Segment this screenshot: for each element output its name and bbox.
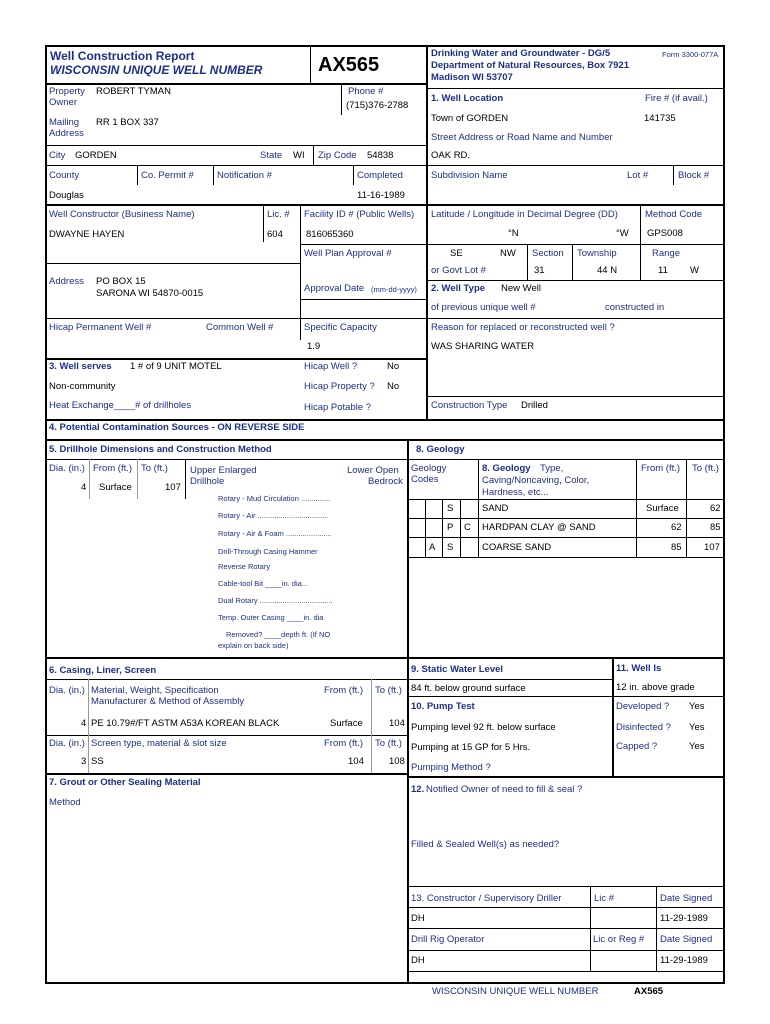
geology-from: Surface bbox=[646, 503, 679, 514]
geology-code: S bbox=[447, 542, 454, 553]
disinfected-value: Yes bbox=[689, 722, 705, 733]
hicap-well-label: Hicap Well ? bbox=[304, 361, 358, 372]
geology-codes-label-1: Geology bbox=[411, 463, 447, 474]
long-unit: °W bbox=[616, 228, 629, 239]
well-location-title: 1. Well Location bbox=[431, 93, 504, 104]
geology-description: SAND bbox=[482, 503, 509, 514]
casing-from-label: From (ft.) bbox=[324, 685, 364, 696]
contamination-title: 4. Potential Contamination Sources - ON REVERSE SIDE bbox=[49, 422, 305, 433]
common-well-label: Common Well # bbox=[206, 322, 274, 333]
grout-method-label: Method bbox=[49, 797, 81, 808]
subdivision-label: Subdivision Name bbox=[431, 170, 508, 181]
county: Douglas bbox=[49, 190, 84, 201]
owner-label: Owner bbox=[49, 97, 77, 108]
geology-type-label-1: 8. Geology bbox=[482, 463, 531, 474]
geology-code: C bbox=[464, 522, 471, 533]
zip-label: Zip Code bbox=[318, 150, 357, 161]
mailing-address-label: Address bbox=[49, 128, 84, 139]
casing-to-label: To (ft.) bbox=[375, 685, 402, 696]
casing-col-sep bbox=[88, 679, 89, 773]
screen-from: 104 bbox=[348, 756, 364, 767]
grout-title: 7. Grout or Other Sealing Material bbox=[49, 777, 201, 788]
construction-type-label: Construction Type bbox=[431, 400, 508, 411]
previous-well-label: of previous unique well # bbox=[431, 302, 536, 313]
well-number: AX565 bbox=[318, 54, 380, 76]
driller-date: 11-29-1989 bbox=[660, 913, 708, 924]
owner-phone: (715)376-2788 bbox=[346, 100, 409, 111]
owner-zip: 54838 bbox=[367, 150, 394, 161]
rig-operator-signature: DH bbox=[411, 955, 425, 966]
county-label: County bbox=[49, 170, 80, 181]
driller-lic-label: Lic # bbox=[594, 893, 615, 904]
screen-type: SS bbox=[91, 756, 104, 767]
casing-material-label-1: Material, Weight, Specification bbox=[91, 685, 219, 696]
noncommunity: Non-community bbox=[49, 381, 116, 392]
geology-code: S bbox=[447, 503, 454, 514]
facility-id: 816065360 bbox=[306, 229, 354, 240]
approval-date-label: Approval Date bbox=[304, 283, 365, 294]
rig-date: 11-29-1989 bbox=[660, 955, 708, 966]
latlong-label: Latitude / Longitude in Decimal Degree (DD) bbox=[431, 209, 618, 220]
geology-from-label: From (ft.) bbox=[641, 463, 681, 474]
range-value: 11 bbox=[658, 265, 668, 276]
town: Town of GORDEN bbox=[431, 113, 509, 124]
form-title: Well Construction Report bbox=[50, 49, 195, 63]
geology-title: 8. Geology bbox=[416, 444, 465, 455]
govt-lot-label: or Govt Lot # bbox=[431, 265, 486, 276]
capacity-value: 1.9 bbox=[307, 341, 321, 352]
notified-label: Notified Owner of need to fill & seal ? bbox=[426, 784, 583, 795]
owner-state: WI bbox=[293, 150, 305, 161]
mailing-label: Mailing bbox=[49, 117, 80, 128]
hicap-property-label: Hicap Property ? bbox=[304, 381, 375, 392]
geology-from: 85 bbox=[671, 542, 682, 553]
method-drill-through: Drill-Through Casing Hammer bbox=[218, 547, 318, 556]
state-label: State bbox=[260, 150, 283, 161]
casing-material: PE 10.79#/FT ASTM A53A KOREAN BLACK bbox=[91, 718, 280, 729]
screen-dia: 3 bbox=[81, 756, 87, 767]
drillhole-title: 5. Drillhole Dimensions and Construction Method bbox=[49, 444, 272, 455]
rig-lic-label: Lic or Reg # bbox=[593, 934, 645, 945]
method-rotary-air: Rotary - Air .................................. bbox=[218, 511, 329, 520]
casing-title: 6. Casing, Liner, Screen bbox=[49, 665, 157, 676]
developed-value: Yes bbox=[689, 701, 705, 712]
method-removed: Removed? ____depth ft. (If NO bbox=[226, 630, 331, 639]
constructor-address-2: SARONA WI 54870-0015 bbox=[96, 288, 204, 299]
constructed-in-label: constructed in bbox=[605, 302, 665, 313]
plan-approval-label: Well Plan Approval # bbox=[304, 248, 392, 259]
geology-type-label-3: Hardness, etc... bbox=[482, 487, 549, 498]
drillhole-to: 107 bbox=[165, 482, 181, 493]
well-is-value: 12 in. above grade bbox=[616, 682, 695, 693]
method-code-label: Method Code bbox=[645, 209, 703, 220]
geology-type-label-1b: Type, bbox=[540, 463, 564, 474]
pumping-rate: Pumping at 15 GP for 5 Hrs. bbox=[411, 742, 531, 753]
geology-codes-label-2: Codes bbox=[411, 474, 439, 485]
approval-date-format: (mm-dd-yyyy) bbox=[371, 285, 417, 294]
facility-label: Facility ID # (Public Wells) bbox=[304, 209, 415, 220]
notification-label: Notification # bbox=[217, 170, 272, 181]
capped-label: Capped ? bbox=[616, 741, 658, 752]
range-direction: W bbox=[690, 265, 699, 276]
driller-title: 13. Constructor / Supervisory Driller bbox=[411, 893, 562, 904]
screen-from-label: From (ft.) bbox=[324, 738, 364, 749]
hicap-permanent-label: Hicap Permanent Well # bbox=[49, 322, 152, 333]
drillhole-from-label: From (ft.) bbox=[93, 463, 133, 474]
capacity-label: Specific Capacity bbox=[304, 322, 377, 333]
well-serves: 1 # of 9 UNIT MOTEL bbox=[130, 361, 222, 372]
agency-line2: Department of Natural Resources, Box 7921 bbox=[431, 60, 629, 71]
well-type: New Well bbox=[501, 283, 541, 294]
static-level: 84 ft. below ground surface bbox=[411, 683, 526, 694]
range-label: Range bbox=[652, 248, 680, 259]
method-reverse-rotary: Reverse Rotary bbox=[218, 562, 271, 571]
form-subtitle: WISCONSIN UNIQUE WELL NUMBER bbox=[50, 63, 263, 77]
geology-description: COARSE SAND bbox=[482, 542, 552, 553]
quarter-1: SE bbox=[450, 248, 463, 259]
method-explain: explain on back side) bbox=[218, 641, 289, 650]
upper-enlarged-label: Upper Enlarged bbox=[190, 465, 257, 476]
phone-label: Phone # bbox=[348, 86, 384, 97]
street-label: Street Address or Road Name and Number bbox=[431, 132, 613, 143]
drillhole-to-label: To (ft.) bbox=[141, 463, 168, 474]
mailing-address: RR 1 BOX 337 bbox=[96, 117, 159, 128]
street: OAK RD. bbox=[431, 150, 471, 161]
township-label: Township bbox=[577, 248, 617, 259]
drillhole-col-sep bbox=[137, 459, 138, 499]
lat-unit: °N bbox=[508, 228, 519, 239]
form-number: Form 3300-077A bbox=[662, 50, 719, 59]
pumping-level: Pumping level 92 ft. below surface bbox=[411, 722, 556, 733]
construction-type: Drilled bbox=[521, 400, 548, 411]
constructor-lic: 604 bbox=[267, 229, 283, 240]
rig-operator-label: Drill Rig Operator bbox=[411, 934, 485, 945]
method-code: GPS008 bbox=[647, 228, 683, 239]
developed-label: Developed ? bbox=[616, 701, 670, 712]
fire-label: Fire # (if avail.) bbox=[645, 93, 708, 104]
casing-material-label-2: Manufacturer & Method of Assembly bbox=[91, 696, 245, 707]
geology-to: 62 bbox=[710, 503, 721, 514]
township-value: 44 N bbox=[597, 265, 618, 276]
section-label: Section bbox=[532, 248, 564, 259]
drillhole-label: Drillhole bbox=[190, 476, 225, 487]
pump-test-title: 10. Pump Test bbox=[411, 701, 475, 712]
pumping-method-label: Pumping Method ? bbox=[411, 762, 491, 773]
agency-line1: Drinking Water and Groundwater - DG/5 bbox=[431, 48, 611, 59]
geology-description: HARDPAN CLAY @ SAND bbox=[482, 522, 596, 533]
capped-value: Yes bbox=[689, 741, 705, 752]
footer-well-number: AX565 bbox=[634, 986, 664, 997]
drillhole-from: Surface bbox=[99, 482, 132, 493]
driller-signature: DH bbox=[411, 913, 425, 924]
casing-dia-label: Dia. (in.) bbox=[49, 685, 85, 696]
geology-to: 85 bbox=[710, 522, 721, 533]
method-dual-rotary: Dual Rotary ................................... bbox=[218, 596, 333, 605]
lower-open-label: Lower Open bbox=[347, 465, 399, 476]
well-serves-title: 3. Well serves bbox=[49, 361, 112, 372]
well-is-title: 11. Well Is bbox=[616, 663, 662, 674]
section-value: 31 bbox=[534, 265, 545, 276]
method-rotary-air-foam: Rotary - Air & Foam ...................... bbox=[218, 529, 332, 538]
footer-label: WISCONSIN UNIQUE WELL NUMBER bbox=[432, 986, 599, 997]
casing-to: 104 bbox=[389, 718, 405, 729]
drillhole-dia: 4 bbox=[81, 482, 87, 493]
notified-number: 12. bbox=[411, 784, 425, 795]
disinfected-label: Disinfected ? bbox=[616, 722, 671, 733]
owner-city: GORDEN bbox=[75, 150, 117, 161]
constructor-label: Well Constructor (Business Name) bbox=[49, 209, 195, 220]
screen-dia-label: Dia. (in.) bbox=[49, 738, 85, 749]
bedrock-label: Bedrock bbox=[368, 476, 403, 487]
constructor-address-1: PO BOX 15 bbox=[96, 276, 146, 287]
constructor-address-label: Address bbox=[49, 276, 84, 287]
screen-label: Screen type, material & slot size bbox=[91, 738, 227, 749]
geology-to-label: To (ft.) bbox=[692, 463, 719, 474]
block-label: Block # bbox=[678, 170, 710, 181]
quarter-2: NW bbox=[500, 248, 516, 259]
hicap-well: No bbox=[387, 361, 400, 372]
hicap-potable-label: Hicap Potable ? bbox=[304, 402, 372, 413]
geology-code: P bbox=[447, 522, 454, 533]
constructor-name: DWAYNE HAYEN bbox=[49, 229, 125, 240]
screen-to-label: To (ft.) bbox=[375, 738, 402, 749]
casing-col-sep bbox=[371, 679, 372, 773]
casing-from: Surface bbox=[330, 718, 363, 729]
geology-type-label-2: Caving/Noncaving, Color, bbox=[482, 475, 590, 486]
geology-code: A bbox=[429, 542, 436, 553]
screen-to: 108 bbox=[389, 756, 405, 767]
method-temp-outer-casing: Temp. Outer Casing ____in. dia bbox=[218, 613, 324, 622]
reason-value: WAS SHARING WATER bbox=[431, 341, 535, 352]
driller-date-label: Date Signed bbox=[660, 893, 713, 904]
geology-from: 62 bbox=[671, 522, 682, 533]
rig-date-label: Date Signed bbox=[660, 934, 713, 945]
casing-dia: 4 bbox=[81, 718, 87, 729]
agency-line3: Madison WI 53707 bbox=[431, 72, 513, 83]
well-type-title: 2. Well Type bbox=[431, 283, 486, 294]
drillhole-col-sep bbox=[89, 459, 90, 499]
hicap-property: No bbox=[387, 381, 400, 392]
lot-label: Lot # bbox=[627, 170, 649, 181]
completed-date: 11-16-1989 bbox=[357, 190, 405, 201]
filled-sealed-label: Filled & Sealed Well(s) as needed? bbox=[411, 839, 560, 850]
fire-number: 141735 bbox=[644, 113, 676, 124]
completed-label: Completed bbox=[357, 170, 403, 181]
geology-to: 107 bbox=[704, 542, 720, 553]
owner-name: ROBERT TYMAN bbox=[96, 86, 171, 97]
city-label: City bbox=[49, 150, 66, 161]
constructor-lic-label: Lic. # bbox=[267, 209, 290, 220]
static-level-title: 9. Static Water Level bbox=[411, 664, 504, 675]
method-rotary-mud: Rotary - Mud Circulation .............. bbox=[218, 494, 331, 503]
permit-label: Co. Permit # bbox=[141, 170, 194, 181]
reason-label: Reason for replaced or reconstructed well ? bbox=[431, 322, 615, 333]
property-label: Property bbox=[49, 86, 85, 97]
method-cable-tool: Cable-tool Bit ____in. dia... bbox=[218, 579, 309, 588]
drillhole-dia-label: Dia. (in.) bbox=[49, 463, 85, 474]
heat-exchange: Heat Exchange____# of drillholes bbox=[49, 400, 192, 411]
